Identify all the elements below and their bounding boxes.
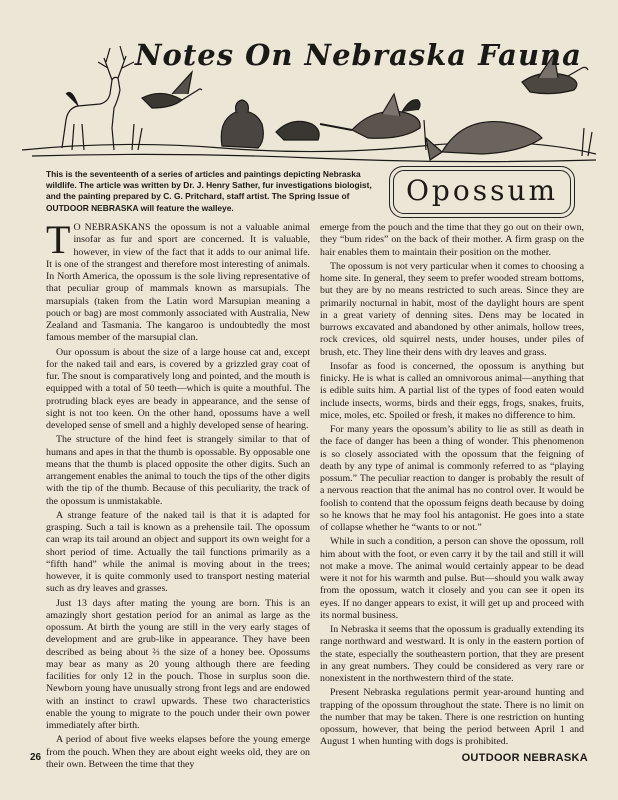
intro-note: This is the seventeenth of a series of articles and paintings depicting Nebraska wildlife. The article was written by Dr. J. Henry Sather, fur investigations biologist, and the painting prepared by C. G. Pritchard, staff artist. The Spring Issue of OUTDOOR NEBRASKA will feature the walleye. (46, 169, 372, 213)
page-number: 26 (30, 752, 42, 763)
paragraph-text: O NEBRASKANS the opossum is not a valuable animal insofar as fur and sport are concerned. It is valuable, however, in view of the fact that it adds to our animal life. It is one of the strangest and therefore most interesting of animals. In North America, the opossum is the sole living representative of that peculiar group of mammals known as marsupials. The marsupials (taken from the Latin word Marsupian meaning a pouch or bag) are most commonly associated with Australia, New Zealand and Tasmania. The kangaroo is undoubtedly the most famous member of the marsupial clan. (46, 222, 310, 344)
species-title: Opossum (405, 174, 559, 207)
article-paragraph: emerge from the pouch and the time that they go out on their own, they “bum rides” on the back of their mother. A firm grasp on the hair enables them to maintain their position on the mother. (320, 222, 584, 258)
article-paragraph: The opossum is not very particular when it comes to choosing a home site. In general, they seem to prefer wooded stream bottoms, but they are by no means restricted to such areas. Since they are primarily nocturnal in habit, most of the daylight hours are spent in a great variety of denning sites. Dens may be located in burrows excavated and abandoned by other animals, hollow trees, rock crevices, old squirrel nests, under houses, under piles of brush, etc. They line their dens with dry leaves and grass. (320, 260, 584, 358)
fish-icon (426, 122, 542, 160)
article-paragraph: For many years the opossum’s ability to lie as still as death in the face of danger has been a thing of wonder. This phenomenon is so closely associated with the opossum that the feigning of death by any type of animal is commonly referred to as “playing possum.” The peculiar reaction to danger is probably the result of a nervous reaction that the animal has no control over. It would be foolish to contend that the opossum feigns death because by doing so he knows that he may fool his antagonist. He goes into a state of collapse whether he “wants to or not.” (320, 424, 584, 533)
species-title-box (389, 166, 575, 218)
article-paragraph: Insofar as food is concerned, the opossum is anything but finicky. He is what is called an omnivorous animal—anything that is edible suits him. A partial list of the types of food eaten would include insects, worms, birds and their eggs, frogs, snakes, fruits, mice, moles, etc. Spoiled or fresh, it makes no difference to him. (320, 360, 584, 421)
series-title: Notes On Nebraska Fauna (135, 38, 582, 72)
article-paragraph: Our opossum is about the size of a large house cat and, except for the naked tail and ears, is covered by a grizzled gray coat of fur. The snout is comparatively long and pointed, and the mouth is equipped with a total of 50 teeth—which is quite a mouthful. The protruding black eyes are beady in appearance, and the sense of sight is not too keen. On the other hand, opossums have a well developed sense of smell and a highly developed sense of hearing. (46, 346, 310, 431)
article-right-column (320, 222, 584, 751)
beaver-icon (221, 100, 263, 148)
drop-cap: T (46, 217, 71, 262)
article-paragraph (46, 217, 310, 345)
deer-icon (62, 46, 134, 150)
article-paragraph: Present Nebraska regulations permit year-around hunting and trapping of the opossum throughout the state. There is no limit on the number that may be taken. There is one restriction on hunting opossum, however, that being the period between April 1 and August 1 when hunting with dogs is prohibited. (320, 687, 584, 748)
pheasant-icon (320, 94, 420, 138)
magazine-name: OUTDOOR NEBRASKA (461, 752, 588, 764)
article-paragraph: While in such a condition, a person can shove the opossum, roll him about with the foot, or even carry it by the tail and still it will not make a move. The animal would certainly appear to be dead were it not for his warmth and pulse. But—should you walk away from the opossum, watch it closely and you can see it open its eyes. If no danger appears to exist, it will get up and proceed with its normal business. (320, 536, 584, 621)
article-paragraph: A strange feature of the naked tail is that it is adapted for grasping. Such a tail is known as a prehensile tail. The opossum can wrap its tail around an object and support its own weight for a short period of time. Actually the tail functions primarily as a “fifth hand” while the animal is moving about in the trees; however, it is quite commonly used to transport nesting material such as dry leaves and grasses. (46, 509, 310, 595)
mink-icon (276, 121, 319, 140)
article-paragraph: The structure of the hind feet is strangely similar to that of humans and apes in that the thumb is opossable. By opposable one means that the thumb is placed opposite the other digits. Such an arrangement enables the animal to touch the tips of the other digits with the tip of the thumb. Because of this peculiarity, the track of the opossum is unmistakable. (46, 434, 310, 507)
article-paragraph: Just 13 days after mating the young are born. This is an amazingly short gestation period for an animal as large as the opossum. At birth the young are still in the very early stages of development and are grub-like in appearance. They have been described as being about ⅔ the size of a honey bee. Opossums may bear as many as 20 young although there are feeding facilities for only 12 in the pouch. Those in surplus soon die. Newborn young have unusually strong front legs and are endowed with an instinct to crawl upwards. These two characteristics enable the young to migrate to the pouch under their own power immediately after birth. (46, 597, 310, 731)
article-paragraph: In Nebraska it seems that the opossum is gradually extending its range northward and westward. It is only in the eastern portion of the state, especially the southeastern portion, that they are present in any great numbers. They could be considered as very rare or nonexistent in the northwestern third of the state. (320, 624, 584, 684)
article-paragraph: A period of about five weeks elapses before the young emerge from the pouch. When they are about eight weeks old, they are on their own. Between the time that they (46, 734, 310, 770)
goose-icon (142, 72, 202, 108)
article-left-column (46, 217, 310, 773)
